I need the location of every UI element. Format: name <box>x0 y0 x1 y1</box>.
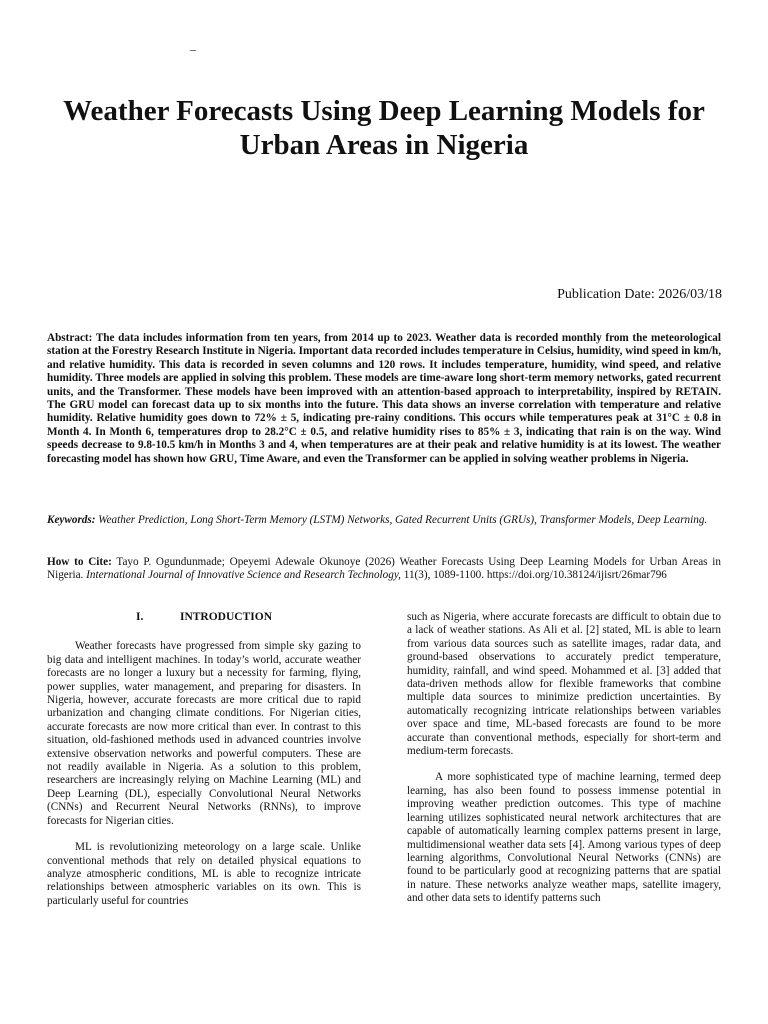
how-to-cite-label: How to Cite: <box>47 556 112 568</box>
intro-paragraph: such as Nigeria, where accurate forecasts are difficult to obtain due to a lack of weather stations. As Ali et al. [2] stated, ML is able to learn from various data sources such as satellite images, radar data, and ground-based observations to accurately predict temperature, humidity, rainfall, and wind speed. Mohammed et al. [3] added that data-driven methods allow for flexible frameworks that combine multiple data sources to minimize prediction uncertainties. By automatically recognizing intricate relationships between variables over space and time, ML-based forecasts are found to be more accurate than conventional methods, especially for short-term and medium-term forecasts. <box>407 611 721 758</box>
citation-authors: Tayo P. Ogundunmade; Opeyemi Adewale Okunoye (2026) Weather Forecasts Using Deep Learning Models for Urban Areas in Nigeria. <box>47 556 721 582</box>
abstract-text: The data includes information from ten years, from 2014 up to 2023. Weather data is recorded monthly from the meteorological station at the Forestry Research Institute in Nigeria. Important data recorded includes temperature in Celsius, humidity, wind speed in km/h, and relative humidity. This data is recorded in seven columns and 120 rows. It includes temperature, humidity, wind speed, and relative humidity. Three models are applied in solving this problem. These models are time-aware long short-term memory networks, gated recurrent units, and the Transformer. These models have been improved with an attention-based approach to interpretability, inspired by RETAIN. The GRU model can forecast data up to six months into the future. This data shows an inverse correlation with temperature and relative humidity. Relative humidity goes down to 72% ± 5, indicating pre-rainy conditions. This occurs while temperatures peak at 31°C ± 0.8 in Month 4. In Month 6, temperatures drop to 28.2°C ± 0.5, and relative humidity rises to 85% ± 3, indicating that rain is on the way. Wind speeds decrease to 9.8-10.5 km/h in Months 3 and 4, when temperatures are at their peak and relative humidity is at its lowest. The weather forecasting model has shown how GRU, Time Aware, and even the Transformer can be applied in solving weather problems in Nigeria. <box>47 332 721 465</box>
keywords-text: Weather Prediction, Long Short-Term Memory (LSTM) Networks, Gated Recurrent Units (GRUs), Transformer Models, Deep Learning. <box>98 514 708 526</box>
keywords <box>47 514 721 527</box>
left-column <box>47 611 361 921</box>
header-dash: – <box>190 42 196 56</box>
section-heading <box>47 611 361 624</box>
abstract-label: Abstract: <box>47 332 93 344</box>
section-number: I. <box>135 611 144 623</box>
intro-paragraph: A more sophisticated type of machine learning, termed deep learning, has also been found to possess immense potential in improving weather prediction outcomes. This type of machine learning utilizes sophisticated neural network architectures that are capable of automatically learning complex patterns present in large, multidimensional weather data sets [4]. Among various types of deep learning algorithms, Convolutional Neural Networks (CNNs) are found to be particularly good at recognizing patterns that are spatial in nature. These networks analyze weather maps, satellite imagery, and other data sets to identify patterns such <box>407 771 721 905</box>
paper-title: Weather Forecasts Using Deep Learning Models for Urban Areas in Nigeria <box>63 95 705 161</box>
citation-volume: 11(3), 1089-1100. <box>403 569 485 582</box>
citation-doi[interactable]: https://doi.org/10.38124/ijisrt/26mar796 <box>486 569 667 582</box>
abstract <box>47 332 721 466</box>
intro-paragraph: ML is revolutionizing meteorology on a large scale. Unlike conventional methods that rely on detailed physical equations to analyze atmospheric conditions, ML is able to recognize intricate relationships between atmospheric variables on its own. This is particularly useful for countries <box>47 841 361 907</box>
publication-date: Publication Date: 2026/03/18 <box>557 287 722 302</box>
intro-paragraph: Weather forecasts have progressed from simple sky gazing to big data and intelligent machines. In today’s world, accurate weather forecasts are no longer a luxury but a necessity for farming, flying, power supplies, water management, and preparing for disasters. In Nigeria, however, accurate forecasts are more critical due to rapid urbanization and changing climate conditions. For Nigerian cities, accurate forecasts are now more critical than ever. In contrast to this situation, old-fashioned methods used in advanced countries involve extensive observation networks and powerful computers. These are not readily available in Nigeria. As a solution to this problem, researchers are increasingly relying on Machine Learning (ML) and Deep Learning (DL), especially Convolutional Neural Networks (CNNs) and Recurrent Neural Networks (RNNs), to improve forecasts for Nigerian cities. <box>47 640 361 827</box>
how-to-cite <box>47 556 721 583</box>
citation-journal: International Journal of Innovative Science and Research Technology, <box>86 569 401 582</box>
section-title: INTRODUCTION <box>179 611 272 623</box>
keywords-label: Keywords: <box>47 514 96 526</box>
right-column <box>407 611 721 919</box>
